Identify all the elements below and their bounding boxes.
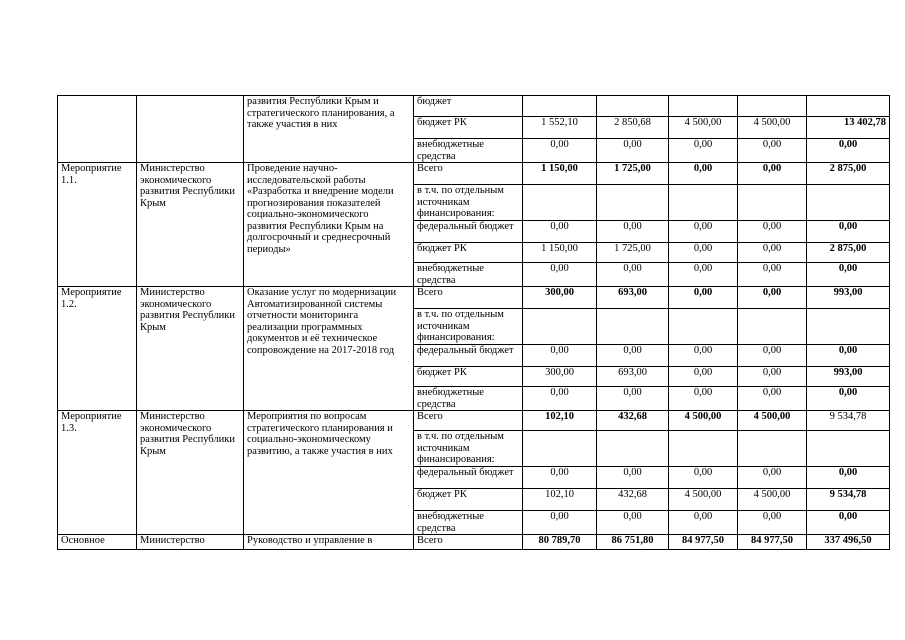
- measure-name: Мероприятие 1.3.: [58, 411, 137, 535]
- funding-source: бюджет РК: [414, 489, 523, 511]
- table-row: бюджет РК 1 150,00 1 725,00 0,00 0,00 2 875,00: [58, 243, 890, 263]
- table-row: Основное Министерство Руководство и управление в Всего 80 789,70 86 751,80 84 977,50 84 977,50 337 496,50: [58, 535, 890, 550]
- table-row: внебюджетные средства 0,00 0,00 0,00 0,00 0,00: [58, 511, 890, 535]
- table-row: федеральный бюджет 0,00 0,00 0,00 0,00 0,00: [58, 467, 890, 489]
- measure-description: Мероприятия по вопросам стратегического планирования и социально-экономическому развитию, а также участия в них: [244, 411, 414, 535]
- funding-source: бюджет: [414, 96, 523, 117]
- table-row: [58, 96, 890, 117]
- funding-source: федеральный бюджет: [414, 221, 523, 243]
- funding-source: бюджет РК: [414, 367, 523, 387]
- table-row: внебюджетные средства 0,00 0,00 0,00 0,00 0,00: [58, 139, 890, 163]
- table-row: федеральный бюджет 0,00 0,00 0,00 0,00 0,00: [58, 221, 890, 243]
- measure-executor: Министерство экономического развития Республики Крым: [137, 163, 244, 287]
- funding-source: бюджет РК: [414, 243, 523, 263]
- measure-description: Оказание услуг по модернизации Автоматизированной системы отчетности мониторинга реализации программных документов и её техническое сопровождение на 2017-2018 год: [244, 287, 414, 411]
- funding-source: федеральный бюджет: [414, 345, 523, 367]
- measure-name: Мероприятие 1.1.: [58, 163, 137, 287]
- funding-source: Всего: [414, 411, 523, 431]
- funding-source: Всего: [414, 163, 523, 185]
- funding-source: в т.ч. по отдельным источникам финансирования:: [414, 185, 523, 221]
- table-row: Мероприятие 1.3. Министерство экономического развития Республики Крым Мероприятия по вопросам стратегического планирования и социально-экономическому развитию, а также участия в них Всего 102,10 432,68 4 500,00 4 500,00 9 534,78: [58, 411, 890, 431]
- funding-source: Всего: [414, 287, 523, 309]
- table-row: бюджет РК 1 552,10 2 850,68 4 500,00 4 500,00 13 402,78: [58, 117, 890, 139]
- budget-table: [57, 95, 890, 550]
- funding-source: федеральный бюджет: [414, 467, 523, 489]
- table-row: бюджет РК 102,10 432,68 4 500,00 4 500,00 9 534,78: [58, 489, 890, 511]
- funding-source: внебюджетные средства: [414, 511, 523, 535]
- measure-name: Основное: [58, 535, 137, 550]
- measure-executor: Министерство экономического развития Республики Крым: [137, 411, 244, 535]
- table-row: федеральный бюджет 0,00 0,00 0,00 0,00 0,00: [58, 345, 890, 367]
- table-row: бюджет РК 300,00 693,00 0,00 0,00 993,00: [58, 367, 890, 387]
- funding-source: внебюджетные средства: [414, 139, 523, 163]
- measure-executor: Министерство экономического развития Республики Крым: [137, 287, 244, 411]
- funding-source: в т.ч. по отдельным источникам финансирования:: [414, 309, 523, 345]
- funding-source: бюджет РК: [414, 117, 523, 139]
- table-row: внебюджетные средства 0,00 0,00 0,00 0,00 0,00: [58, 387, 890, 411]
- funding-source: внебюджетные средства: [414, 387, 523, 411]
- table-row: внебюджетные средства 0,00 0,00 0,00 0,00 0,00: [58, 263, 890, 287]
- funding-source: внебюджетные средства: [414, 263, 523, 287]
- measure-description: развития Республики Крым и стратегического планирования, а также участия в них: [244, 96, 414, 163]
- table-row: Мероприятие 1.2. Министерство экономического развития Республики Крым Оказание услуг по модернизации Автоматизированной системы отчетности мониторинга реализации программных документов и её техническое сопровождение на 2017-2018 год Всего 300,00 693,00 0,00 0,00 993,00: [58, 287, 890, 309]
- funding-source: в т.ч. по отдельным источникам финансирования:: [414, 431, 523, 467]
- funding-source: Всего: [414, 535, 523, 550]
- measure-name: Мероприятие 1.2.: [58, 287, 137, 411]
- measure-description: Проведение научно-исследовательской работы «Разработка и внедрение модели прогнозирования показателей социально-экономического развития Республики Крым на долгосрочный и среднесрочный периоды»: [244, 163, 414, 287]
- measure-executor: Министерство: [137, 535, 244, 550]
- measure-description: Руководство и управление в: [244, 535, 414, 550]
- table-row: Мероприятие 1.1. Министерство экономического развития Республики Крым Проведение научно-исследовательской работы «Разработка и внедрение модели прогнозирования показателей социально-экономического развития Республики Крым на долгосрочный и среднесрочный периоды» Всего 1 150,00 1 725,00 0,00 0,00 2 875,00: [58, 163, 890, 185]
